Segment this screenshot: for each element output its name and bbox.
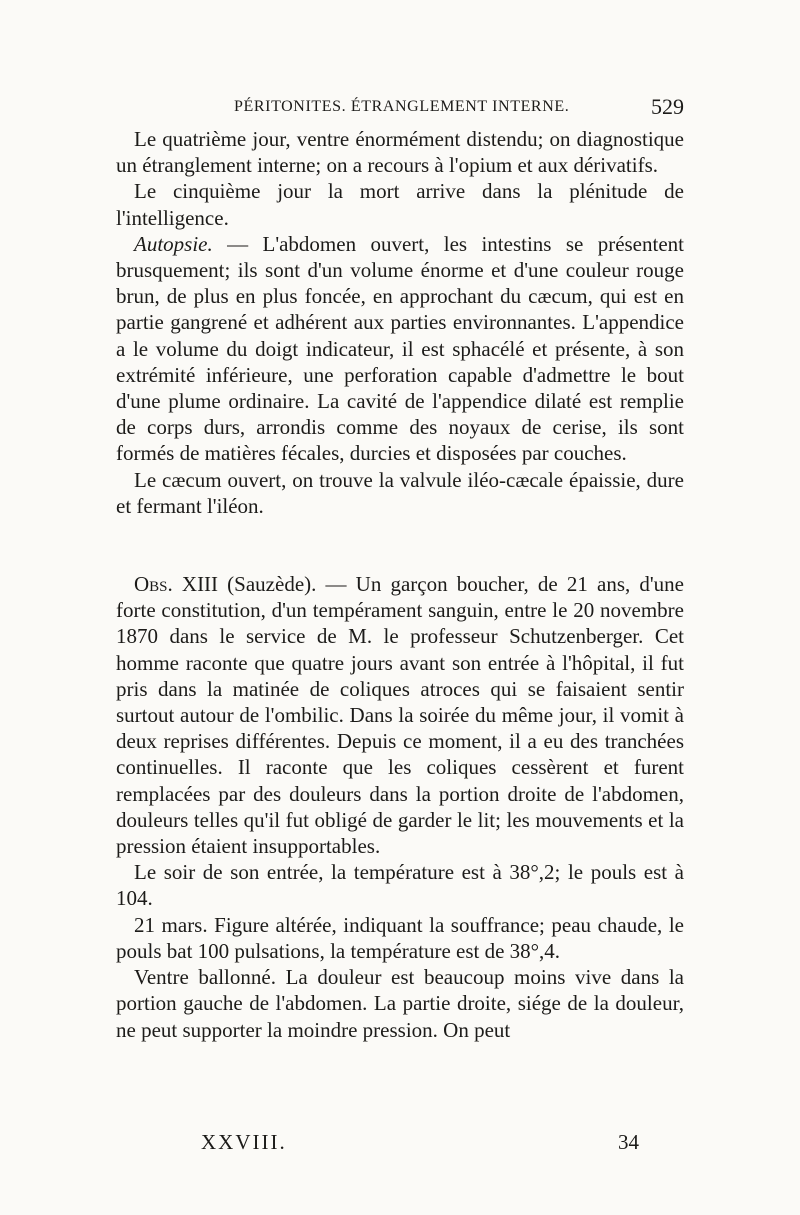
paragraph-march-21: 21 mars. Figure altérée, indiquant la souffrance; peau chaude, le pouls bat 100 pulsations, la température est de 38°,4. — [116, 912, 684, 963]
page-number: 529 — [651, 94, 684, 119]
page-footer — [116, 1130, 684, 1160]
paragraph-autopsy — [116, 231, 684, 467]
paragraph-fifth-day: Le cinquième jour la mort arrive dans la plénitude de l'intelligence. — [116, 179, 684, 230]
paragraph-observation — [116, 571, 684, 859]
signature-mark: XXVIII. — [201, 1130, 287, 1154]
paragraph-admission-evening: Le soir de son entrée, la température est à 38°,2; le pouls est à 104. — [116, 860, 684, 911]
page-body — [116, 126, 684, 1043]
observation-text: (Sauzède). — Un garçon boucher, de 21 ans, d'une forte constitution, d'un tempérament sanguin, entre le 20 novembre 1870 dans le service de M. le professeur Schutzenberger. Cet homme raconte que quatre jours avant son entrée à l'hôpital, il fut pris dans la matinée de coliques atroces qui se faisaient sentir surtout autour de l'ombilic. Dans la soirée du même jour, il vomit à deux reprises différentes. Depuis ce moment, il a eu des tranchées continuelles. Il raconte que les coliques cessèrent et furent remplacées par des douleurs dans la portion droite de l'abdomen, douleurs telles qu'il fut obligé de garder le lit; les mouvements et la pression étaient insupportables. — [116, 572, 684, 859]
autopsy-text: — L'abdomen ouvert, les intestins se présentent brusquement; ils sont d'un volume énorme et d'une couleur rouge brun, de plus en plus foncée, en approchant du cæcum, qui est en partie gangrené et adhérent aux parties environnantes. L'appendice a le volume du doigt indicateur, il est sphacélé et présente, à son extrémité inférieure, une perforation capable d'admettre le bout d'une plume ordinaire. La cavité de l'appendice dilaté est remplie de corps durs, arrondis comme des noyaux de cerise, ils sont formés de matières fécales, durcies et disposées par couches. — [116, 231, 684, 466]
running-title: PÉRITONITES. ÉTRANGLEMENT INTERNE. — [234, 98, 570, 115]
section-gap — [116, 519, 684, 571]
paragraph-abdomen: Ventre ballonné. La douleur est beaucoup moins vive dans la portion gauche de l'abdomen. La partie droite, siége de la douleur, ne peut supporter la moindre pression. On peut — [116, 965, 684, 1042]
observation-label: Obs. XIII — [134, 572, 219, 597]
paragraph-caecum: Le cæcum ouvert, on trouve la valvule iléo-cæcale épaissie, dure et fermant l'iléon. — [116, 467, 684, 518]
sheet-number: 34 — [618, 1130, 639, 1154]
autopsy-label: Autopsie. — [134, 231, 213, 256]
page-header — [116, 94, 684, 124]
paragraph-fourth-day: Le quatrième jour, ventre énormément distendu; on diagnostique un étranglement interne; on a recours à l'opium et aux dérivatifs. — [116, 127, 684, 178]
